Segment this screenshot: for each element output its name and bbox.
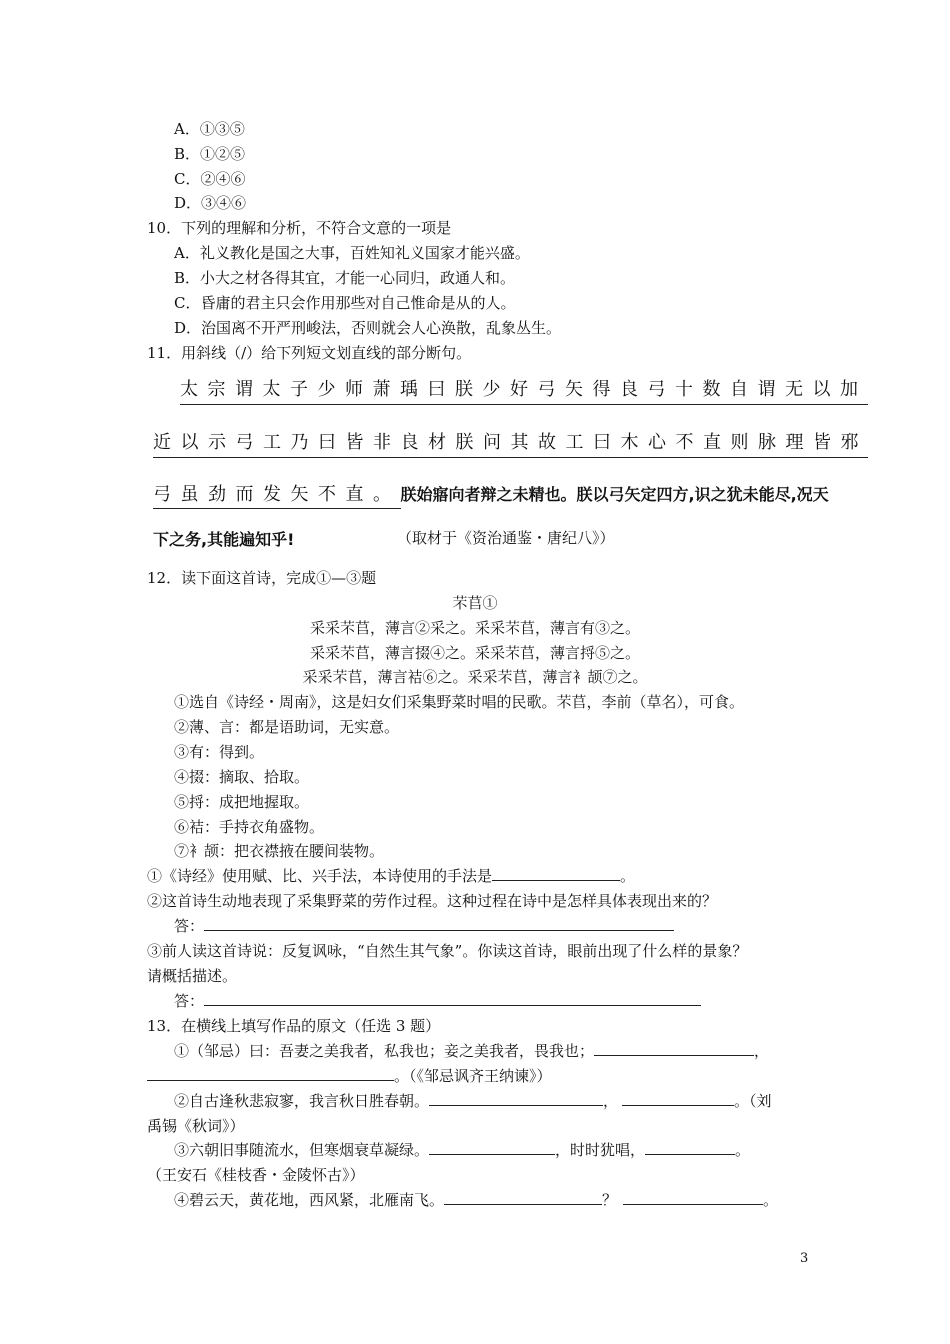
answer-row-3 [174, 991, 701, 1011]
item-2-line-2: 禹锡《秋词》） [147, 1117, 245, 1135]
note-3: ③有：得到。 [174, 743, 265, 761]
item-4-text: ④碧云天，黄花地，西风紧，北雁南飞。 [174, 1191, 445, 1209]
sub-question-3-line-1: ③前人读这首诗说：反复讽咏，“自然生其气象”。你读这首诗，眼前出现了什么样的景象？ [147, 942, 748, 960]
sub-question-3-line-2: 请概括描述。 [147, 967, 238, 985]
item-1-line-2 [147, 1066, 552, 1086]
answer-label: 答： [174, 992, 205, 1010]
fill-blank[interactable] [429, 1091, 603, 1106]
item-3-line-2: （王安石《桂枝香・金陵怀古》） [147, 1166, 365, 1184]
passage-line-3 [153, 480, 829, 506]
sub-question-1-text: ①《诗经》使用赋、比、兴手法，本诗使用的手法是 [147, 867, 493, 885]
fill-blank[interactable] [645, 1140, 735, 1155]
note-6: ⑥袺：手持衣角盛物。 [174, 818, 325, 836]
passage-line-2: 近以示弓工乃曰皆非良材朕问其故工曰木心不直则脉理皆邪 [153, 428, 868, 458]
question-mark: ？ [602, 1191, 618, 1209]
note-7: ⑦衤颉：把衣襟掖在腰间装物。 [174, 842, 385, 860]
answer-row-2 [174, 916, 674, 936]
option-d: D．③④⑥ [174, 194, 247, 212]
option-b: B．①②⑤ [174, 145, 246, 163]
q10-option-b: B．小大之材各得其宜，才能一心同归，政通人和。 [174, 269, 516, 287]
sub-question-2: ②这首诗生动地表现了采集野菜的劳作过程。这种过程在诗中是怎样具体表现出来的？ [147, 892, 718, 910]
fill-blank[interactable] [147, 1066, 394, 1081]
question-12-stem: 12．读下面这首诗，完成①—③题 [147, 569, 377, 587]
option-a: A．①③⑤ [174, 120, 245, 138]
item-1-source: 。（《邹忌讽齐王纳谏》） [394, 1067, 552, 1085]
answer-label: 答： [174, 917, 205, 935]
fill-blank[interactable] [429, 1140, 555, 1155]
item-3-line-1 [174, 1140, 750, 1160]
note-2: ②薄、言：都是语助词，无实意。 [174, 718, 400, 736]
option-c: C．②④⑥ [174, 170, 246, 188]
poem-line-2: 采采芣苢，薄言掇④之。采采芣苢，薄言捋⑤之。 [309, 644, 640, 662]
q10-option-c: C．昏庸的君主只会作用那些对自己惟命是从的人。 [174, 294, 516, 312]
item-4-line-1 [174, 1190, 778, 1210]
period: 。 [620, 867, 636, 885]
item-1-text: ①（邹忌）曰：吾妻之美我者，私我也；妾之美我者，畏我也； [174, 1042, 595, 1060]
fill-blank[interactable] [594, 1041, 754, 1056]
note-4: ④掇：摘取、拾取。 [174, 768, 310, 786]
item-2-source-start: 。（刘 [734, 1092, 772, 1110]
note-5: ⑤捋：成把地握取。 [174, 793, 310, 811]
item-2-line-1 [174, 1091, 772, 1111]
fill-blank[interactable] [623, 1190, 763, 1205]
item-3-text: ③六朝旧事随流水，但寒烟衰草凝绿。 [174, 1141, 430, 1159]
item-1-line-1 [174, 1041, 769, 1061]
passage-line-4: 下之务,其能遍知乎! [153, 530, 295, 549]
passage-source: （取材于《资治通鉴・唐纪八》） [397, 529, 615, 547]
period: 。 [763, 1191, 779, 1209]
answer-line[interactable] [204, 991, 701, 1006]
answer-line[interactable] [204, 916, 674, 931]
question-10-stem: 10．下列的理解和分析，不符合文意的一项是 [147, 219, 452, 237]
question-11-stem: 11．用斜线（/）给下列短文划直线的部分断句。 [147, 344, 472, 362]
page-number: 3 [800, 1251, 809, 1266]
poem-line-3: 采采芣苢，薄言袺⑥之。采采芣苢，薄言衤颉⑦之。 [302, 668, 648, 686]
period: 。 [735, 1141, 751, 1159]
item-2-text: ②自古逢秋悲寂寥，我言秋日胜春朝。 [174, 1092, 430, 1110]
passage-line-1: 太宗谓太子少师萧瑀曰朕少好弓矢得良弓十数自谓无以加 [180, 375, 868, 405]
passage-line-3-rest: 朕始寤向者辩之未精也。朕以弓矢定四方,识之犹未能尽,况天 [400, 485, 829, 504]
note-1: ①选自《诗经・周南》，这是妇女们采集野菜时唱的民歌。芣苢，李前（草名），可食。 [174, 693, 745, 711]
q10-option-a: A．礼义教化是国之大事，百姓知礼义国家才能兴盛。 [174, 244, 530, 262]
comma: ， [603, 1092, 619, 1110]
item-3-mid: ，时时犹唱， [555, 1141, 646, 1159]
fill-blank[interactable] [622, 1091, 734, 1106]
poem-title: 芣苢① [452, 594, 498, 612]
poem-line-1: 采采芣苢，薄言②采之。采采芣苢，薄言有③之。 [309, 619, 640, 637]
answer-blank[interactable] [492, 866, 620, 881]
question-13-stem: 13．在横线上填写作品的原文（任选 3 题） [147, 1017, 441, 1035]
passage-line-3-underlined: 弓虽劲而发矢不直。 [153, 484, 401, 509]
comma: ， [754, 1042, 770, 1060]
q10-option-d: D．治国离不开严刑峻法，否则就会人心涣散，乱象丛生。 [174, 319, 562, 337]
sub-question-1 [147, 866, 635, 886]
fill-blank[interactable] [444, 1190, 602, 1205]
